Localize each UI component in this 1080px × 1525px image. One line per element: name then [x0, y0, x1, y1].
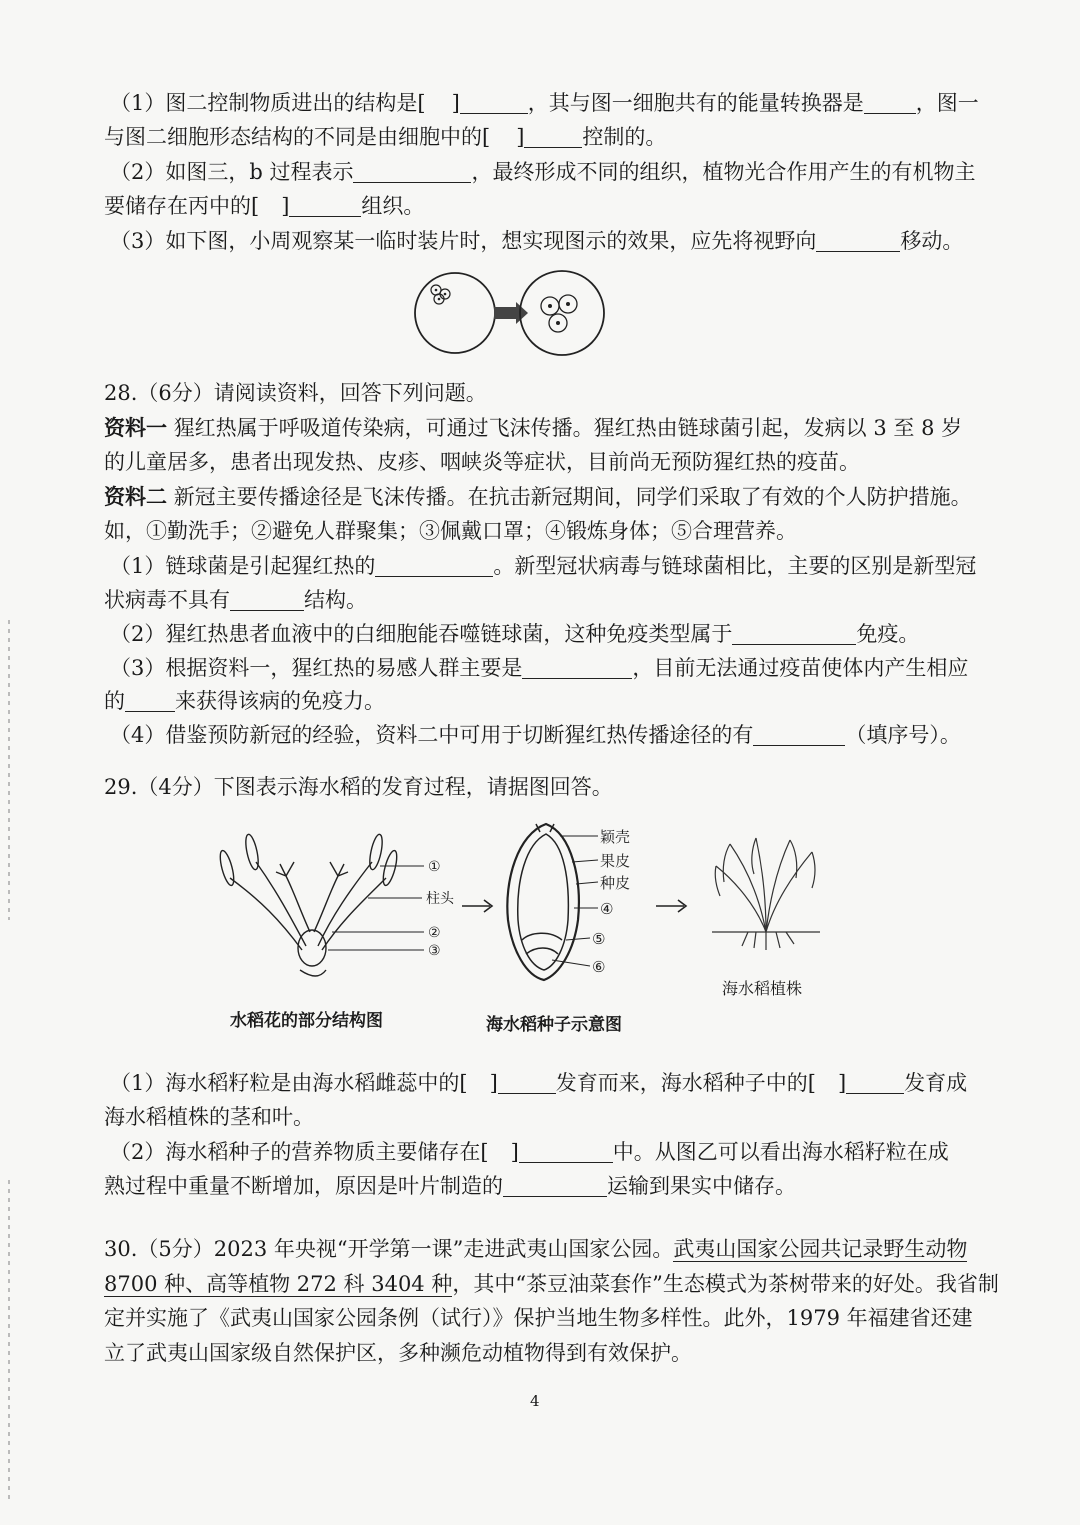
q30-line2: 8700 种、高等植物 272 科 3404 种，其中“茶豆油菜套作”生态模式为茶树带来的好处。我省制: [104, 1272, 999, 1296]
binding-edge-marks-lower: [8, 1180, 10, 1500]
binding-edge-marks: [8, 620, 10, 920]
seed-labels: [592, 828, 630, 976]
q29-sub2-line1: （2）海水稻种子的营养物质主要储存在[ ] 中。从图乙可以看出海水稻籽粒在成: [110, 1140, 949, 1164]
answer-blank[interactable]: [460, 91, 528, 114]
q29-sub1-line2: 海水稻植株的茎和叶。: [104, 1105, 314, 1129]
seed-label: ④: [600, 900, 614, 918]
answer-blank[interactable]: [524, 125, 582, 148]
q28-material1-line1: 资料一 猩红热属于呼吸道传染病，可通过飞沫传播。猩红热由链球菌引起，发病以 3 至 8 岁: [104, 415, 963, 440]
q29-sub1-line1: （1）海水稻籽粒是由海水稻雌蕊中的[ ] 发育而来，海水稻种子中的[ ] 发育成: [110, 1071, 968, 1095]
flower-leader-lines: [328, 866, 424, 950]
q27-sub1-line2: 与图二细胞形态结构的不同是由细胞中的[ ] 控制的。: [104, 125, 667, 149]
q28-sub2: （2）猩红热患者血液中的白细胞能吞噬链球菌，这种免疫类型属于 免疫。: [110, 622, 920, 646]
q27-sub3: （3）如下图，小周观察某一临时装片时，想实现图示的效果，应先将视野向 移动。: [110, 229, 964, 253]
seed-label: 果皮: [600, 852, 631, 870]
answer-blank[interactable]: [230, 588, 304, 611]
q30-line1: 30.（5分）2023 年央视“开学第一课”走进武夷山国家公园。武夷山国家公园共记录野生动物: [104, 1237, 968, 1261]
q27-sub2-line1: （2）如图三，b 过程表示 ，最终形成不同的组织，植物光合作用产生的有机物主: [110, 160, 976, 184]
answer-blank[interactable]: [753, 723, 845, 746]
q28-heading: 28.（6分）请阅读资料，回答下列问题。: [104, 381, 487, 405]
page-number: 4: [530, 1392, 540, 1410]
arrow-1-icon: [462, 900, 492, 912]
flower-labels: [426, 859, 455, 959]
answer-blank[interactable]: [375, 554, 493, 577]
arrow-2-icon: [656, 900, 686, 912]
q28-sub1-line1: （1）链球菌是引起猩红热的 。新型冠状病毒与链球菌相比，主要的区别是新型冠: [110, 554, 977, 578]
flower-label: 柱头: [426, 891, 454, 907]
seed-label: 种皮: [600, 874, 631, 892]
q27-sub2-line2: 要储存在丙中的[ ] 组织。: [104, 194, 425, 218]
answer-blank[interactable]: [732, 622, 856, 645]
q28-material2-line2: 如，①勤洗手；②避免人群聚集；③佩戴口罩；④锻炼身体；⑤合理营养。: [104, 519, 797, 543]
answer-blank[interactable]: [864, 91, 916, 114]
answer-blank[interactable]: [125, 689, 175, 712]
seed-label: ⑥: [592, 958, 606, 976]
flower-label: ②: [428, 925, 441, 941]
q28-sub3-line2: 的 来获得该病的免疫力。: [104, 689, 385, 713]
q28-sub4: （4）借鉴预防新冠的经验，资料二中可用于切断猩红热传播途径的有 （填序号）。: [110, 723, 961, 747]
q28-sub3-line1: （3）根据资料一，猩红热的易感人群主要是 ，目前无法通过疫苗使体内产生相应: [110, 656, 969, 680]
flower-label: ③: [428, 943, 441, 959]
q29-heading: 29.（4分）下图表示海水稻的发育过程，请据图回答。: [104, 775, 613, 799]
answer-blank[interactable]: [522, 656, 632, 679]
q30-line4: 立了武夷山国家级自然保护区，多种濒危动植物得到有效保护。: [104, 1341, 692, 1365]
caption-flower: 水稻花的部分结构图: [230, 1011, 383, 1031]
answer-blank[interactable]: [816, 229, 900, 252]
rice-plant-drawing: [712, 838, 820, 950]
answer-blank[interactable]: [519, 1140, 613, 1163]
seed-label: 颖壳: [600, 828, 631, 846]
rice-development-figure: [200, 820, 860, 1000]
q28-material1-line2: 的儿童居多，患者出现发热、皮疹、咽峡炎等症状，目前尚无预防猩红热的疫苗。: [104, 450, 860, 474]
rice-seed-drawing: [507, 824, 579, 980]
microscope-field-diagram: [410, 266, 610, 362]
answer-blank[interactable]: [289, 194, 361, 217]
q28-material2-line1: 资料二 新冠主要传播途径是飞沫传播。在抗击新冠期间，同学们采取了有效的个人防护措施。: [104, 484, 972, 509]
rice-flower-drawing: [218, 833, 400, 976]
seed-label: ⑤: [592, 930, 606, 948]
flower-label: ①: [428, 859, 441, 875]
q30-line3: 定并实施了《武夷山国家公园条例（试行）》保护当地生物多样性。此外，1979 年福建省还建: [104, 1306, 973, 1330]
answer-blank[interactable]: [498, 1071, 556, 1094]
caption-seed: 海水稻种子示意图: [486, 1015, 622, 1035]
q29-sub2-line2: 熟过程中重量不断增加，原因是叶片制造的 运输到果实中储存。: [104, 1174, 796, 1198]
answer-blank[interactable]: [846, 1071, 904, 1094]
plant-label: 海水稻植株: [722, 979, 803, 998]
answer-blank[interactable]: [503, 1174, 607, 1197]
q27-sub1-line1: （1）图二控制物质进出的结构是[ ] ，其与图一细胞共有的能量转换器是 ，图一: [110, 91, 979, 115]
answer-blank[interactable]: [353, 160, 471, 183]
q28-sub1-line2: 状病毒不具有 结构。: [104, 588, 367, 612]
